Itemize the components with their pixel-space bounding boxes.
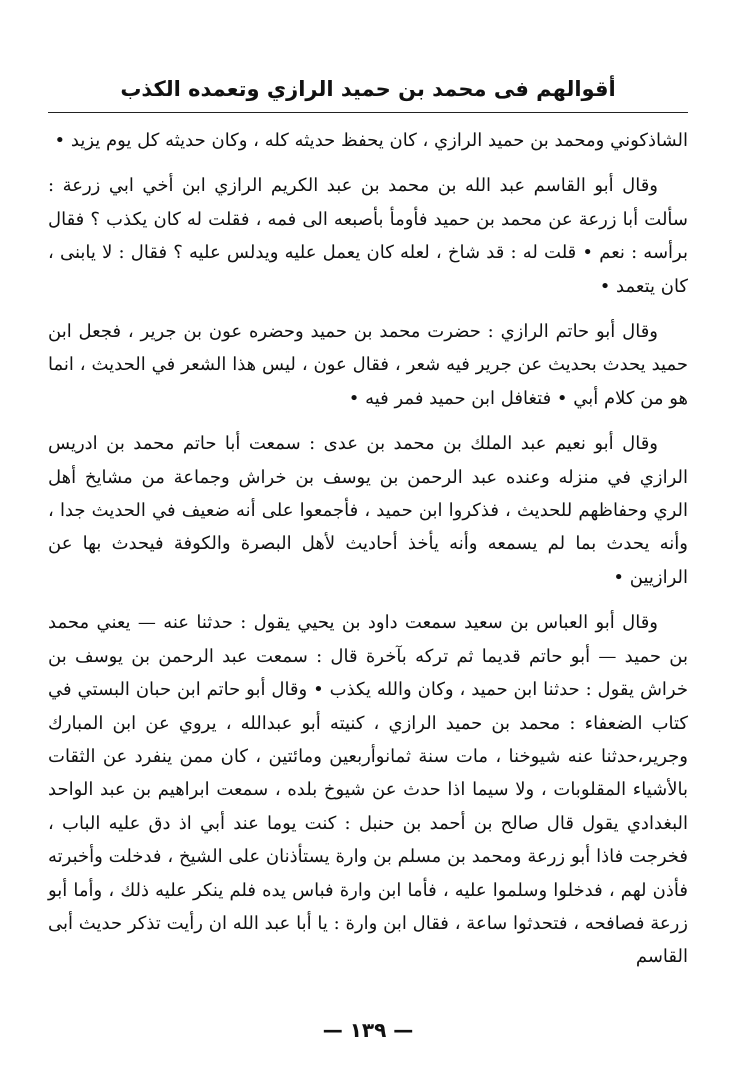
paragraph-2: وقال أبو القاسم عبد الله بن محمد بن عبد الكريم الرازي ابن أخي ابي زرعة : سألت أبا زرعة عن محمد بن حميد فأومأ بأصبعه الى فمه ، فقلت له كان يكذب ؟ فقال برأسه : نعم • قلت له : قد شاخ ، لعله كان يعمل عليه ويدلس عليه ؟ فقال : لا يابنى ، كان يتعمد • — [48, 175, 688, 297]
page-number: — ١٣٩ — — [322, 1018, 414, 1042]
header-rule — [48, 112, 688, 113]
paragraph-3: وقال أبو حاتم الرازي : حضرت محمد بن حميد وحضره عون بن جرير ، فجعل ابن حميد يحدث بحديث عن جرير فيه شعر ، فقال عون ، ليس هذا الشعر في الحديث ، انما هو من كلام أبي • فتغافل ابن حميد فمر فيه • — [48, 321, 688, 409]
paragraph-5: وقال أبو العباس بن سعيد سمعت داود بن يحيي يقول : حدثنا عنه — يعني محمد بن حميد — أبو حاتم قديما ثم تركه بآخرة قال : سمعت عبد الرحمن بن يوسف بن خراش يقول : حدثنا ابن حميد ، وكان والله يكذب • وقال أبو حاتم ابن حبان البستي في كتاب الضعفاء : محمد بن حميد الرازي ، كنيته أبو عبدالله ، يروي عن ابن المبارك وجرير،حدثنا عنه شيوخنا ، مات سنة ثمانوأربعين ومائتين ، كان ممن ينفرد عن الثقات بالأشياء المقلوبات ، ولا سيما اذا حدث عن شيوخ بلده ، سمعت ابراهيم بن عبد الواحد البغدادي يقول قال صالح بن أحمد بن حنبل : كنت يوما عند أبي اذ دق عليه الباب ، فخرجت فاذا أبو زرعة ومحمد بن مسلم بن وارة يستأذنان على الشيخ ، فدخلت وأخبرته فأذن لهم ، فدخلوا وسلموا عليه ، فأما ابن وارة فباس يده فلم ينكر عليه ذلك ، وأما أبو زرعة فصافحه ، فتحدثوا ساعة ، فقال ابن وارة : يا أبا عبد الله ان رأيت تذكر حديث أبى القاسم — [48, 612, 688, 968]
paragraph-1: الشاذكوني ومحمد بن حميد الرازي ، كان يحفظ حديثه كله ، وكان حديثه كل يوم يزيد • — [54, 130, 688, 151]
paragraph-4: وقال أبو نعيم عبد الملك بن محمد بن عدى : سمعت أبا حاتم محمد بن ادريس الرازي في منزله وعنده عبد الرحمن بن يوسف بن خراش وجماعة من مشايخ أهل الري وحفاظهم للحديث ، فذكروا ابن حميد ، فأجمعوا على أنه ضعيف في الحديث جدا ، وأنه يحدث بما لم يسمعه وأنه يأخذ أحاديث لأهل البصرة والكوفة فيحدث بها عن الرازيين • — [48, 433, 688, 588]
running-header: أقوالهم فى محمد بن حميد الرازي وتعمده الكذب — [120, 77, 616, 101]
body-text — [48, 124, 688, 986]
